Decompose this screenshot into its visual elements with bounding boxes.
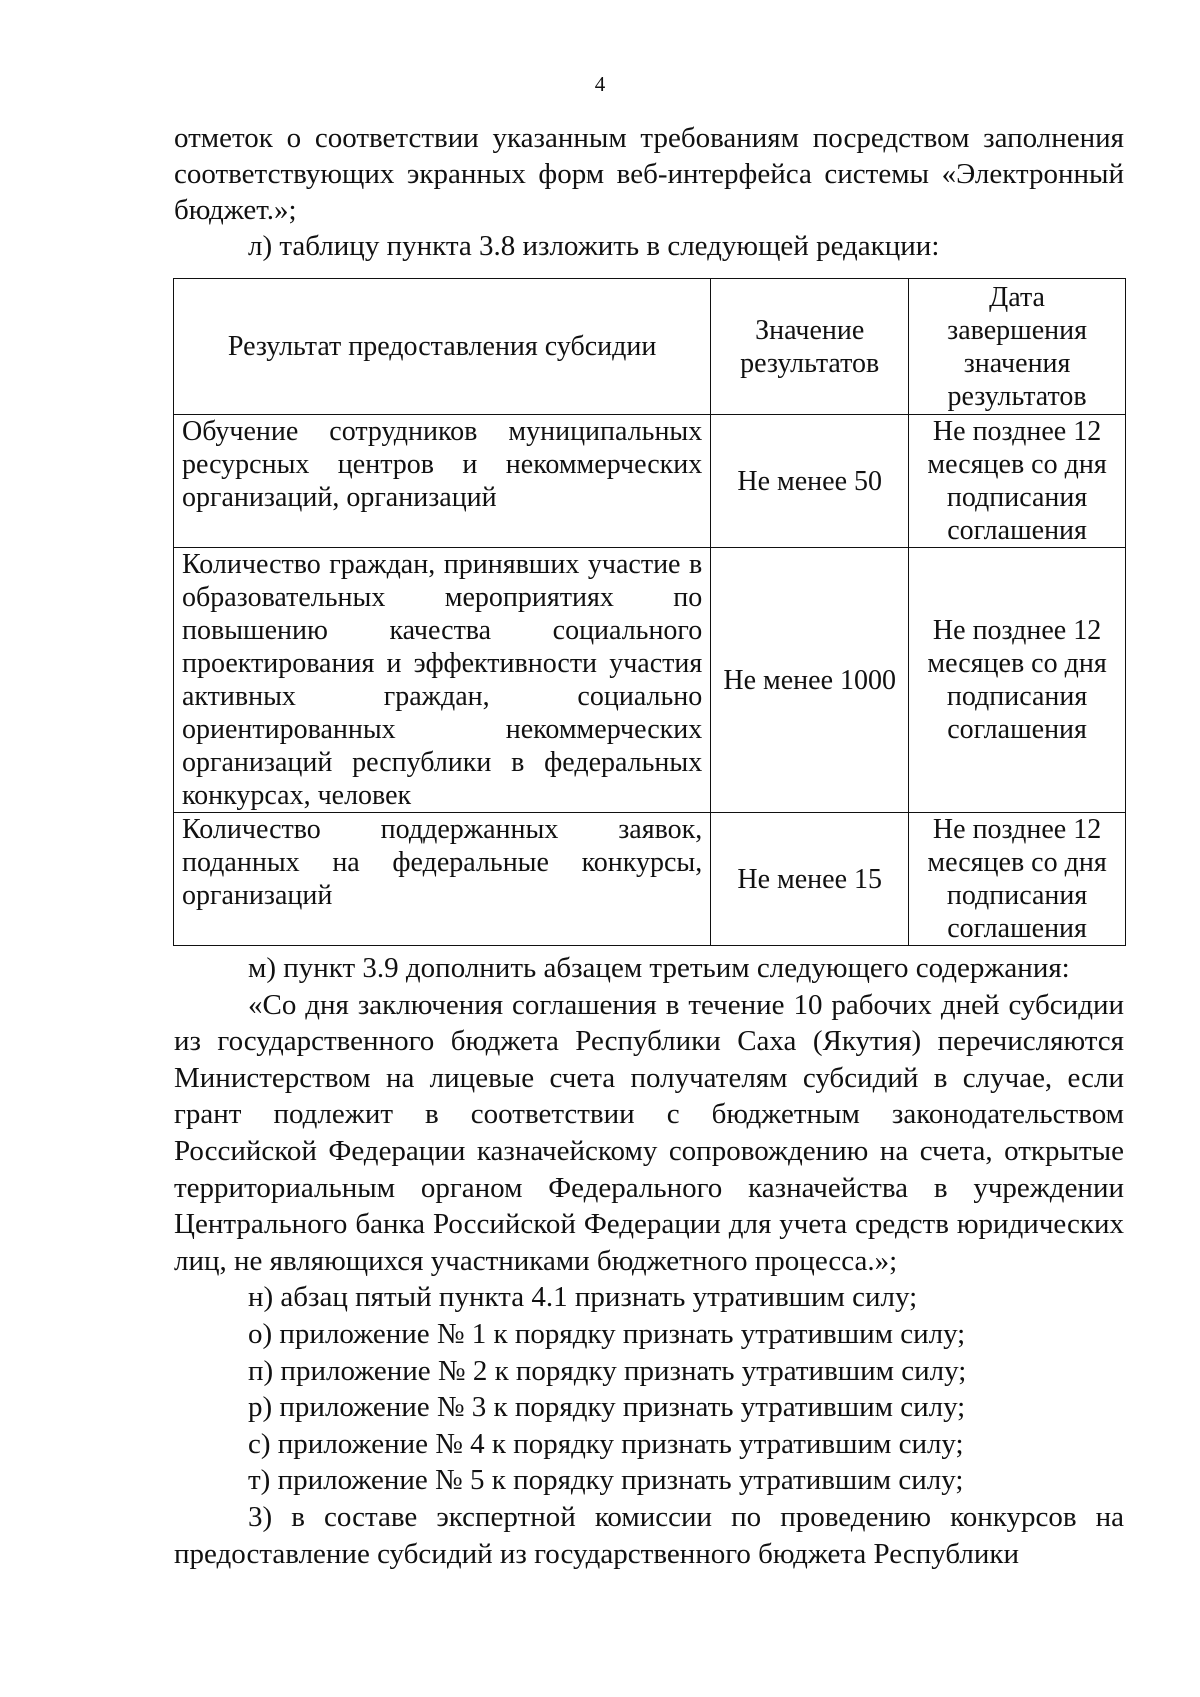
row-result: Количество поддержанных заявок, поданных на федеральные конкурсы, организаций: [174, 813, 711, 946]
header-date: Дата завершения значения результатов: [909, 279, 1126, 415]
quote-paragraph: «Со дня заключения соглашения в течение 10 рабочих дней субсидии из государственного бюджета Республики Саха (Якутия) перечисляются Министерством на лицевые счета получателям субсидий в случае, если грант подлежит в соответствии с бюджетным законодательством Российской Федерации казначейскому сопровождению на счета, открытые территориальным органом Федерального казначейства в учреждении Центрального банка Российской Федерации для учета средств юридических лиц, не являющихся участниками бюджетного процесса.»;: [174, 988, 1124, 1277]
results-table: [173, 278, 1126, 946]
header-result: Результат предоставления субсидии: [174, 279, 711, 415]
item-m-paragraph: м) пункт 3.9 дополнить абзацем третьим следующего содержания:: [248, 952, 1070, 984]
header-value: Значение результатов: [711, 279, 909, 415]
row-date: Не позднее 12 месяцев со дня подписания соглашения: [909, 548, 1126, 813]
table-row: [174, 548, 1126, 813]
table-row: [174, 415, 1126, 548]
item-p-paragraph: п) приложение № 2 к порядку признать утратившим силу;: [248, 1354, 967, 1387]
row-date: Не позднее 12 месяцев со дня подписания соглашения: [909, 813, 1126, 946]
item-3-paragraph: 3) в составе экспертной комиссии по проведению конкурсов на предоставление субсидий из государственного бюджета Республики: [174, 1500, 1124, 1570]
item-t-paragraph: т) приложение № 5 к порядку признать утратившим силу;: [248, 1464, 964, 1497]
table-header-row: [174, 279, 1126, 415]
continuation-paragraph: отметок о соответствии указанным требованиям посредством заполнения соответствующих экранных форм веб-интерфейса системы «Электронный бюджет.»;: [174, 122, 1124, 226]
item-s-paragraph: с) приложение № 4 к порядку признать утратившим силу;: [248, 1427, 964, 1460]
item-r-paragraph: р) приложение № 3 к порядку признать утратившим силу;: [248, 1391, 966, 1424]
item-o-paragraph: о) приложение № 1 к порядку признать утратившим силу;: [248, 1317, 966, 1350]
row-value: Не менее 15: [711, 813, 909, 946]
amendments-block: [174, 950, 1124, 1572]
row-result: Обучение сотрудников муниципальных ресурсных центров и некоммерческих организаций, организаций: [174, 415, 711, 548]
row-result: Количество граждан, принявших участие в образовательных мероприятиях по повышению качества социального проектирования и эффективности участия активных граждан, социально ориентированных некоммерческих организаций республики в федеральных конкурсах, человек: [174, 548, 711, 813]
page-number: 4: [594, 72, 606, 96]
item-l-paragraph: л) таблицу пункта 3.8 изложить в следующей редакции:: [248, 230, 940, 262]
row-value: Не менее 1000: [711, 548, 909, 813]
row-value: Не менее 50: [711, 415, 909, 548]
intro-block: [174, 120, 1124, 264]
table-row: [174, 813, 1126, 946]
item-n-paragraph: н) абзац пятый пункта 4.1 признать утратившим силу;: [248, 1281, 918, 1314]
row-date: Не позднее 12 месяцев со дня подписания соглашения: [909, 415, 1126, 548]
